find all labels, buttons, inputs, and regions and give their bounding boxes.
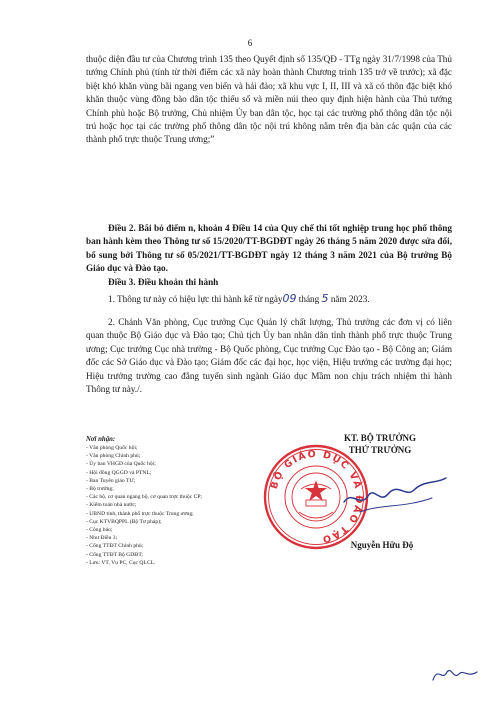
recipient-item: - Cổng TTĐT Bộ GDĐT; (86, 551, 143, 558)
clause-1 (86, 292, 452, 306)
recipients-label: Nơi nhận: (86, 436, 116, 443)
recipient-item: - UBND tỉnh, thành phố trực thuộc Trung ương; (86, 510, 194, 517)
sign-title-1: KT. BỘ TRƯỞNG (343, 433, 417, 443)
recipient-item: - Cục KTVBQPPL (Bộ Tư pháp); (86, 518, 162, 525)
recipient-item: - Công báo; (86, 527, 113, 534)
recipient-item: - Ban Tuyên giáo TƯ; (86, 477, 136, 484)
clause-2: 2. Chánh Văn phòng, Cục trưởng Cục Quản lý chất lượng, Thủ trưởng các đơn vị có liên quan thuộc Bộ Giáo dục và Đào tạo; Chủ tịch Ủy ban nhân dân tỉnh thành phố trực thuộc Trung ương; Cục trưởng Cục nhà trường - Bộ Quốc phòng, Cục trưởng Cục Đào tạo - Bộ Công an; Giám đốc các Sở Giáo dục và Đào tạo; Giám đốc các đại học, học viện, Hiệu trưởng các trường đại học; Hiệu trưởng trường cao đẳng tuyển sinh ngành Giáo dục Mầm non chịu trách nhiệm thi hành Thông tư này./. (86, 317, 452, 395)
article-3-title: Điều 3. Điều khoản thi hành (108, 277, 219, 287)
recipient-item: - Cổng TTĐT Chính phủ; (86, 543, 144, 550)
handwritten-day: 09 (282, 292, 297, 305)
recipient-item: - Văn phòng Quốc hội; (86, 445, 138, 451)
handwritten-month: 5 (321, 292, 329, 305)
seal-text: BỘ GIÁO DỤC VÀ ĐÀO TẠO (268, 448, 365, 545)
sign-title-2: THỨ TRƯỞNG (348, 445, 412, 455)
recipient-item: - Kiểm toán nhà nước; (86, 502, 137, 509)
recipient-item: - Văn phòng Chính phủ; (86, 453, 141, 460)
page-number: 6 (247, 38, 253, 48)
signer-name: Nguyễn Hữu Độ (350, 540, 414, 550)
clause-1-after: năm 2023. (328, 294, 370, 304)
article-2: Điều 2. Bãi bỏ điểm n, khoản 4 Điều 14 của Quy chế thi tốt nghiệp trung học phổ thông ban hành kèm theo Thông tư số 15/2020/TT-BGDĐT ngày 26 tháng 5 năm 2020 được sửa đổi, bổ sung bởi Thông tư số 05/2021/TT-BGDĐT ngày 12 tháng 3 năm 2021 của Bộ trưởng Bộ Giáo dục và Đào tạo. (86, 223, 452, 274)
recipient-item: - Như Điều 3; (86, 535, 118, 542)
recipient-item: - Bộ trưởng; (86, 486, 114, 493)
clause-1-before: 1. Thông tư này có hiệu lực thi hành kể từ ngày (108, 294, 283, 304)
initials-mark-icon (430, 660, 480, 688)
recipient-item: - Ủy ban VHGD của Quốc hội; (86, 461, 156, 468)
recipient-item: - Hội đồng QGGD và PTNL; (86, 469, 152, 476)
paragraph-continuation: thuộc diện đầu tư của Chương trình 135 theo Quyết định số 135/QĐ - TTg ngày 31/7/1998 của Thủ tướng Chính phủ (tính từ thời điểm các xã này hoàn thành Chương trình 135 trở về trước); xã đặc biệt khó khăn vùng bãi ngang ven biển và hải đảo; xã khu vực I, II, III và xã có thôn đặc biệt khó khăn thuộc vùng đồng bào dân tộc thiểu số và miền núi theo quy định hiện hành của Thủ tướng Chính phủ hoặc Bộ trưởng, Chủ nhiệm Ủy ban dân tộc, học tại các trường phổ thông dân tộc nội trú hoặc học tại các trường phổ thông dân tộc nội trú không nằm trên địa bàn các quận của các thành phố trực thuộc Trung ương;” (86, 54, 452, 145)
recipient-item: - Lưu: VT, Vụ PC, Cục QLCL. (86, 559, 156, 566)
clause-1-middle: tháng (296, 294, 322, 304)
handwritten-signature-icon (340, 468, 450, 528)
recipient-item: - Các bộ, cơ quan ngang bộ, cơ quan trực thuộc CP; (86, 494, 202, 501)
